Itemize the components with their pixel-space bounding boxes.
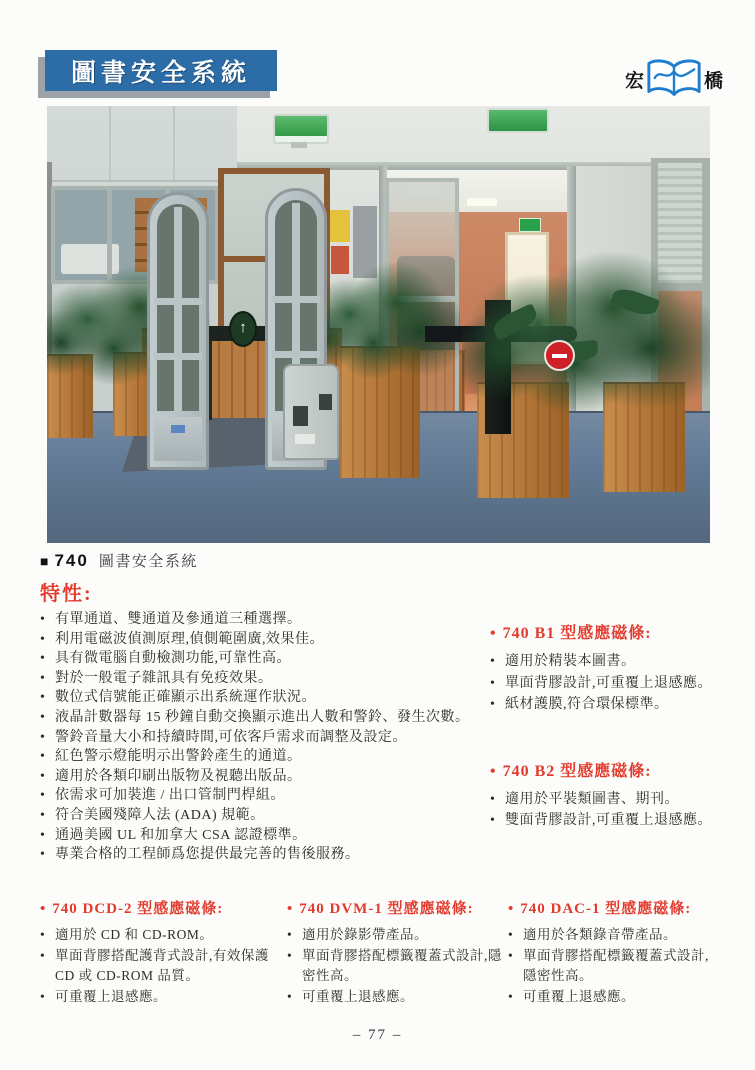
exit-sign-mount — [291, 142, 307, 148]
section-heading-text: 740 DVM-1 型感應磁條: — [299, 901, 474, 917]
section-740-dcd2 — [40, 897, 287, 1007]
feature-text: 紅色警示燈能明示出警鈴產生的通道。 — [55, 749, 302, 765]
section-item — [40, 987, 287, 1008]
photo-caption — [40, 550, 198, 571]
gate-label — [171, 425, 185, 433]
section-item — [287, 925, 508, 946]
features-column — [40, 610, 490, 865]
feature-item — [40, 708, 490, 728]
brand-logo-right-char: 橋 — [704, 70, 724, 92]
features-heading: 特性: — [40, 583, 93, 605]
section-item — [508, 925, 720, 946]
feature-item — [40, 649, 490, 669]
page-title-banner — [45, 50, 277, 91]
gate-bar — [154, 353, 202, 360]
bullet-icon: • — [490, 654, 496, 669]
bullet-icon: • — [40, 807, 46, 823]
gate-bar — [174, 207, 182, 411]
bullet-icon: • — [287, 988, 293, 1004]
controller-slot — [319, 394, 332, 410]
section-item — [40, 946, 287, 987]
section-item-text: 單面背膠搭配護背式設計,有效保護 CD 或 CD-ROM 品質。 — [55, 947, 269, 983]
feature-text: 專業合格的工程師爲您提供最完善的售後服務。 — [55, 847, 360, 863]
section-items — [287, 925, 508, 1007]
entry-arrow-sign-icon: ↑ — [229, 311, 257, 347]
bullet-icon: • — [40, 788, 46, 804]
bullet-icon: • — [40, 670, 46, 686]
feature-item — [40, 845, 490, 865]
section-item — [508, 946, 720, 987]
bullet-icon: • — [490, 813, 496, 828]
section-740-dvm1 — [287, 897, 508, 1007]
feature-text: 利用電磁波偵測原理,偵側範圍廣,效果佳。 — [55, 631, 324, 647]
section-heading — [490, 758, 720, 781]
bullet-icon: • — [40, 690, 46, 706]
wall-seam — [47, 180, 237, 182]
feature-text: 警鈴音量大小和持續時間,可依客戶需求而調整及設定。 — [55, 729, 407, 745]
bullet-icon: • — [490, 791, 496, 807]
brand-logo-left-char: 宏 — [624, 70, 644, 92]
section-heading — [508, 897, 720, 918]
open-book-icon — [645, 57, 703, 101]
section-heading-text: 740 B2 型感應磁條: — [502, 762, 652, 780]
wall-seam — [109, 106, 111, 180]
bullet-icon: • — [40, 847, 46, 863]
feature-item — [40, 728, 490, 748]
feature-text: 對於一般電子雜訊具有免疫效果。 — [55, 670, 273, 686]
exit-sign-icon — [519, 218, 541, 232]
bullet-icon: • — [40, 827, 46, 843]
section-item-text: 雙面背膠設計,可重覆上退感應。 — [505, 813, 712, 828]
section-item-text: 單面背膠搭配標籤覆蓋式設計,隱密性高。 — [523, 947, 709, 983]
bullet-icon: • — [40, 749, 46, 765]
bullet-icon: • — [490, 697, 496, 712]
bullet-icon: • — [40, 631, 46, 647]
section-item-text: 可重覆上退感應。 — [523, 988, 635, 1004]
section-740-b2 — [490, 758, 720, 832]
section-item-text: 適用於平裝類圖書、期刊。 — [505, 791, 679, 807]
bullet-icon: • — [508, 988, 514, 1004]
section-item-text: 適用於精裝本圖書。 — [505, 654, 636, 669]
section-heading — [287, 897, 508, 918]
section-item-text: 適用於 CD 和 CD-ROM。 — [55, 927, 214, 942]
section-item — [287, 987, 508, 1008]
section-items — [508, 925, 720, 1007]
exit-sign-icon — [487, 108, 549, 133]
bullet-icon: • — [40, 768, 46, 784]
bullet-icon: • — [508, 947, 514, 963]
bottom-sections — [40, 897, 720, 1007]
leaf — [490, 303, 540, 341]
feature-text: 數位式信號能正確顯示出系統運作狀況。 — [55, 690, 316, 706]
leaf — [610, 285, 660, 320]
bullet-icon: • — [490, 625, 497, 642]
caption-model: 740 — [54, 551, 89, 570]
bullet-icon: • — [40, 988, 46, 1004]
bullet-icon: • — [490, 675, 496, 691]
section-740-b1 — [490, 620, 720, 716]
section-item-text: 可重覆上退感應。 — [302, 988, 414, 1004]
bullet-icon: • — [40, 612, 46, 627]
section-heading-text: 740 B1 型感應磁條: — [502, 625, 652, 642]
feature-item — [40, 688, 490, 708]
section-item — [287, 946, 508, 987]
bullet-icon: • — [287, 927, 293, 942]
brand-logo — [604, 54, 744, 104]
feature-text: 適用於各類印刷出版物及視聽出版品。 — [55, 768, 302, 784]
bullet-icon: • — [40, 651, 46, 667]
section-item — [508, 987, 720, 1008]
bullet-icon: • — [40, 709, 46, 725]
section-item-text: 單面背膠設計,可重覆上退感應。 — [505, 675, 712, 691]
controller-slot — [293, 406, 308, 426]
security-gate-left — [147, 192, 209, 470]
section-items — [490, 789, 720, 832]
gate-controller-box — [283, 364, 339, 460]
bullet-icon: • — [508, 927, 514, 942]
page-number: – 77 – — [352, 1027, 403, 1043]
feature-text: 具有微電腦自動檢測功能,可靠性高。 — [55, 651, 291, 667]
partition-frame — [651, 158, 710, 163]
bullet-icon: • — [40, 729, 46, 745]
bullet-icon: • — [490, 762, 497, 780]
features-columns — [40, 610, 720, 865]
bullet-icon: • — [287, 947, 293, 963]
gate-base — [154, 417, 202, 461]
no-entry-bar — [552, 354, 567, 358]
product-photo — [47, 106, 710, 543]
section-item-text: 紙材護膜,符合環保標準。 — [505, 697, 669, 712]
feature-item — [40, 630, 490, 650]
section-item-text: 單面背膠搭配標籤覆蓋式設計,隱密性高。 — [302, 947, 502, 983]
page-title: 圖書安全系統 — [70, 58, 251, 87]
features-list — [40, 610, 490, 865]
caption-square-icon: ■ — [40, 555, 49, 570]
bullet-icon: • — [508, 901, 515, 917]
exit-sign-icon — [273, 114, 329, 144]
section-heading-text: 740 DCD-2 型感應磁條: — [52, 901, 224, 917]
section-item-text: 可重覆上退感應。 — [55, 988, 167, 1004]
gate-bar — [272, 351, 320, 358]
section-heading — [490, 620, 720, 643]
strip-sections-column — [490, 610, 720, 832]
section-item — [40, 925, 287, 946]
section-item — [490, 694, 720, 716]
controller-label — [295, 434, 315, 444]
section-item — [490, 789, 720, 811]
gate-bar — [272, 296, 320, 303]
feature-item — [40, 806, 490, 826]
ceiling-light — [467, 198, 497, 206]
feature-item — [40, 826, 490, 846]
poster — [330, 210, 350, 242]
feature-text: 依需求可加裝進 / 出口管制門桿組。 — [55, 788, 285, 804]
feature-text: 通過美國 UL 和加拿大 CSA 認證標準。 — [55, 827, 307, 843]
feature-item — [40, 767, 490, 787]
section-item — [490, 651, 720, 673]
feature-text: 符合美國殘障人法 (ADA) 規範。 — [55, 807, 265, 823]
section-item-text: 適用於錄影帶產品。 — [302, 927, 428, 942]
bullet-icon: • — [40, 901, 47, 917]
bullet-icon: • — [40, 927, 46, 942]
section-item — [490, 673, 720, 695]
plant-cluster — [462, 252, 710, 412]
feature-item — [40, 747, 490, 767]
section-740-dac1 — [508, 897, 720, 1007]
caption-text: 圖書安全系統 — [98, 554, 198, 570]
bullet-icon: • — [40, 947, 46, 963]
feature-item — [40, 786, 490, 806]
section-items — [490, 651, 720, 716]
feature-text: 有單通道、雙通道及參通道三種選擇。 — [55, 612, 302, 627]
section-heading — [40, 897, 287, 918]
feature-item — [40, 610, 490, 630]
section-heading-text: 740 DAC-1 型感應磁條: — [520, 901, 692, 917]
feature-item — [40, 669, 490, 689]
no-entry-sign-icon — [544, 340, 575, 371]
section-item-text: 適用於各類錄音帶產品。 — [523, 927, 677, 942]
section-items — [40, 925, 287, 1007]
feature-text: 液晶計數器每 15 秒鐘自動交換顯示進出人數和警鈴、發生次數。 — [55, 709, 470, 725]
bullet-icon: • — [287, 901, 294, 917]
section-item — [490, 810, 720, 832]
wall-seam — [173, 106, 175, 180]
gate-bar — [154, 298, 202, 305]
